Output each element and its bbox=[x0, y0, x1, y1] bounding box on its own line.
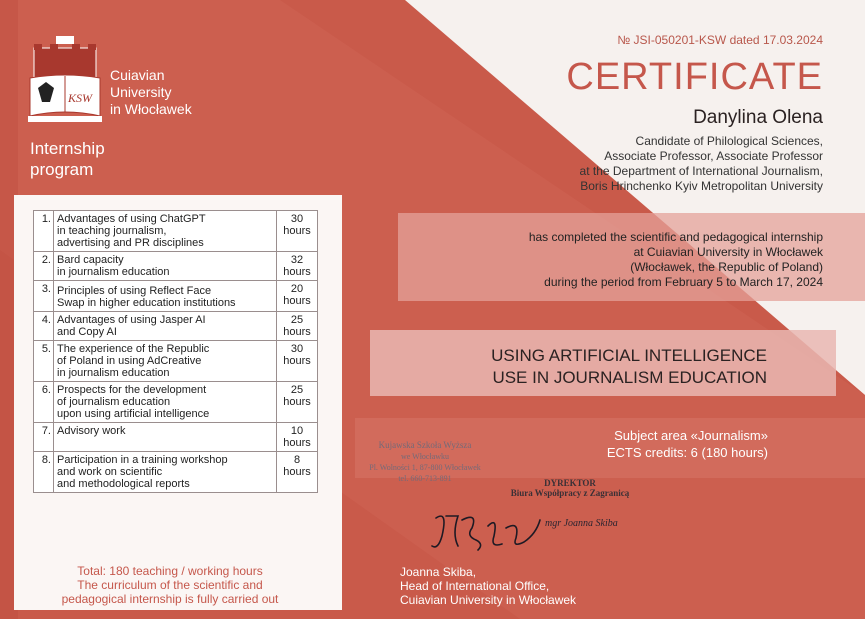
signature-name: mgr Joanna Skiba bbox=[545, 518, 618, 529]
program-topic-line: The experience of the Republic bbox=[57, 343, 210, 355]
university-crest-logo bbox=[26, 36, 104, 126]
program-table bbox=[33, 210, 318, 493]
program-hours-line: 30 bbox=[290, 343, 304, 355]
credential-line: Associate Professor, Associate Professor bbox=[604, 149, 823, 163]
signatory-line: Cuiavian University in Włocławek bbox=[400, 593, 577, 607]
program-hours-line: 32 bbox=[290, 254, 304, 266]
program-hours-line: hours bbox=[283, 295, 311, 307]
program-hours-line: 10 bbox=[290, 425, 304, 437]
program-row bbox=[34, 423, 318, 452]
completion-line: has completed the scientific and pedagogical internship bbox=[528, 230, 823, 244]
program-row-topic bbox=[54, 452, 277, 493]
total-line: Total: 180 teaching / working hours bbox=[77, 564, 263, 578]
credential-line: Boris Hrinchenko Kyiv Metropolitan University bbox=[580, 179, 823, 193]
program-topic-line: advertising and PR disciplines bbox=[57, 237, 204, 249]
program-topic-line: Advantages of using ChatGPT bbox=[57, 213, 206, 225]
program-row-hours bbox=[277, 312, 318, 341]
program-topic-line: of Poland in using AdCreative bbox=[57, 355, 202, 367]
program-hours-line: 30 bbox=[290, 213, 304, 225]
program-table-body bbox=[34, 211, 318, 493]
program-hours-line: hours bbox=[283, 225, 311, 237]
program-row-hours bbox=[277, 423, 318, 452]
course-title bbox=[491, 345, 767, 389]
program-topic-line: Prospects for the development bbox=[57, 384, 207, 396]
program-row-topic bbox=[54, 382, 277, 423]
program-topic-line: in journalism education bbox=[57, 367, 170, 379]
program-row-number: 8. bbox=[34, 452, 54, 493]
program-topic-line: in journalism education bbox=[57, 266, 170, 278]
completion-statement bbox=[529, 230, 823, 290]
program-title bbox=[30, 138, 180, 180]
program-hours-line: 20 bbox=[290, 283, 304, 295]
program-topic-line: Participation in a training workshop bbox=[57, 454, 228, 466]
stamp-line: we Włocławku bbox=[400, 452, 450, 461]
course-title-line: USE IN JOURNALISM EDUCATION bbox=[492, 368, 767, 387]
director-stamp-line: Biura Współpracy z Zagranicą bbox=[510, 488, 630, 498]
program-hours-line: hours bbox=[283, 396, 311, 408]
completion-line: at Cuiavian University in Włocławek bbox=[633, 245, 823, 259]
signatory-line: Head of International Office, bbox=[400, 579, 550, 593]
program-hours-line: hours bbox=[283, 326, 311, 338]
stamp-line: Pl. Wolności 1, 87-800 Włocławek bbox=[369, 463, 481, 472]
program-topic-line: and methodological reports bbox=[57, 478, 190, 490]
signatory-block bbox=[400, 565, 576, 607]
program-row-hours bbox=[277, 452, 318, 493]
program-topic-line: Bard capacity bbox=[57, 254, 124, 266]
program-row-number: 4. bbox=[34, 312, 54, 341]
program-hours-line: 8 bbox=[293, 454, 301, 466]
program-topic-line: Advisory work bbox=[57, 425, 126, 437]
program-title-line: program bbox=[30, 160, 94, 179]
program-row-number: 6. bbox=[34, 382, 54, 423]
program-row bbox=[34, 211, 318, 252]
university-name bbox=[110, 67, 230, 118]
program-row-hours bbox=[277, 281, 318, 312]
subject-area: Subject area «Journalism» bbox=[614, 428, 768, 443]
program-row-hours bbox=[277, 252, 318, 281]
total-line: pedagogical internship is fully carried out bbox=[61, 592, 279, 606]
credential-line: at the Department of International Journalism, bbox=[579, 164, 823, 178]
program-row-hours bbox=[277, 341, 318, 382]
recipient-credentials bbox=[580, 134, 823, 194]
ects-credits: ECTS credits: 6 (180 hours) bbox=[606, 445, 768, 460]
course-title-line: USING ARTIFICIAL INTELLIGENCE bbox=[491, 346, 767, 365]
program-row bbox=[34, 312, 318, 341]
director-stamp-line: DYREKTOR bbox=[544, 478, 596, 488]
program-title-line: Internship bbox=[30, 139, 105, 158]
stamp-line: Kujawska Szkoła Wyższa bbox=[378, 440, 472, 450]
program-row bbox=[34, 382, 318, 423]
program-row-topic bbox=[54, 211, 277, 252]
university-name-line: in Włocławek bbox=[110, 101, 192, 117]
signatory-line: Joanna Skiba, bbox=[400, 565, 477, 579]
program-row bbox=[34, 341, 318, 382]
program-row-topic bbox=[54, 312, 277, 341]
program-row-hours bbox=[277, 211, 318, 252]
program-row-number: 2. bbox=[34, 252, 54, 281]
director-stamp bbox=[510, 478, 630, 498]
total-summary bbox=[20, 564, 320, 606]
completion-line: (Włocławek, the Republic of Poland) bbox=[630, 260, 823, 274]
program-hours-line: hours bbox=[283, 266, 311, 278]
program-topic-line: of journalism education bbox=[57, 396, 171, 408]
program-row-number: 3. bbox=[34, 281, 54, 312]
logo-text: KSW bbox=[68, 91, 92, 105]
completion-line: during the period from February 5 to March 17, 2024 bbox=[544, 275, 823, 289]
program-row bbox=[34, 252, 318, 281]
program-row-hours bbox=[277, 382, 318, 423]
credential-line: Candidate of Philological Sciences, bbox=[635, 134, 823, 148]
program-row bbox=[34, 452, 318, 493]
program-hours-line: 25 bbox=[290, 314, 304, 326]
program-topic-line: Advantages of using Jasper AI bbox=[57, 314, 206, 326]
program-topic-line: and Copy AI bbox=[57, 326, 117, 338]
university-stamp bbox=[345, 440, 505, 484]
program-topic-line: and work on scientific bbox=[57, 466, 163, 478]
total-line: The curriculum of the scientific and bbox=[77, 578, 263, 592]
program-hours-line: 25 bbox=[290, 384, 304, 396]
subject-area-block bbox=[607, 427, 768, 461]
university-name-line: University bbox=[110, 84, 172, 100]
program-row-topic bbox=[54, 341, 277, 382]
program-row-number: 7. bbox=[34, 423, 54, 452]
program-row-number: 1. bbox=[34, 211, 54, 252]
program-topic-line: Principles of using Reflect Face bbox=[57, 285, 212, 297]
program-row-number: 5. bbox=[34, 341, 54, 382]
program-row-topic bbox=[54, 252, 277, 281]
program-topic-line: in teaching journalism, bbox=[57, 225, 167, 237]
certificate-number: № JSI-050201-KSW dated 17.03.2024 bbox=[617, 33, 823, 47]
program-topic-line: upon using artificial intelligence bbox=[57, 408, 210, 420]
program-hours-line: hours bbox=[283, 437, 311, 449]
program-hours-line: hours bbox=[283, 466, 311, 478]
stamp-line: tel. 660-713-891 bbox=[398, 474, 452, 483]
certificate-title: CERTIFICATE bbox=[566, 56, 823, 98]
program-row-topic bbox=[54, 281, 277, 312]
program-hours-line: hours bbox=[283, 355, 311, 367]
program-row-topic bbox=[54, 423, 277, 452]
university-name-line: Cuiavian bbox=[110, 67, 165, 83]
program-row bbox=[34, 281, 318, 312]
program-topic-line: Swap in higher education institutions bbox=[57, 297, 236, 309]
recipient-name: Danylina Olena bbox=[693, 107, 823, 128]
handwritten-signature bbox=[428, 506, 548, 556]
